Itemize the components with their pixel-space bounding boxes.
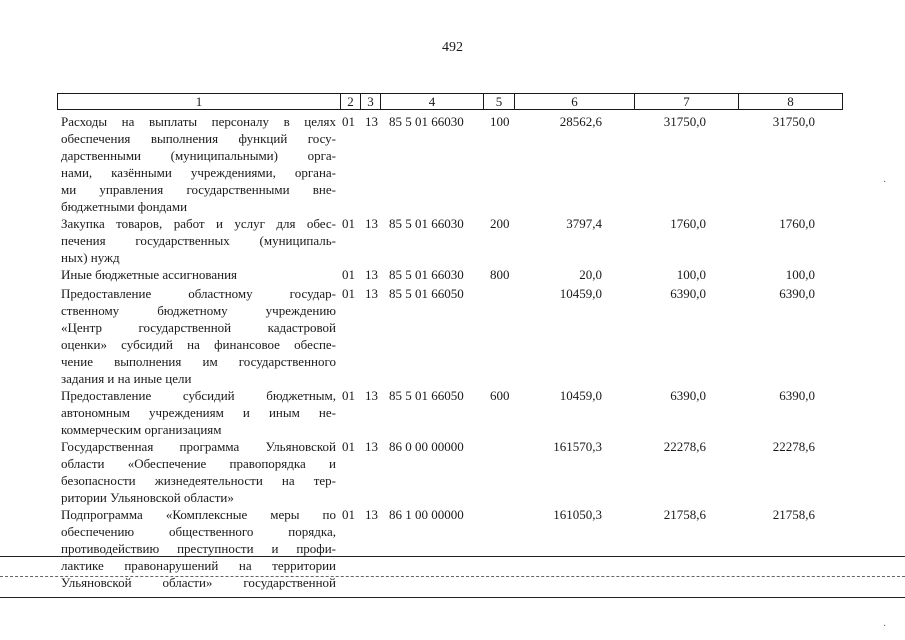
cell-c7: 6390,0 xyxy=(670,286,706,301)
cell-c4: 85 5 01 66030 xyxy=(389,114,464,129)
description-line: Предоставление субсидий бюджетным, xyxy=(61,388,336,403)
row-description xyxy=(61,387,336,438)
header-col-4: 4 xyxy=(381,94,484,109)
fold-line xyxy=(0,556,905,557)
row-description xyxy=(61,215,336,266)
description-line: бюджетными фондами xyxy=(61,199,188,214)
page-number: 492 xyxy=(442,40,463,55)
row-description xyxy=(61,506,336,591)
row-description xyxy=(61,113,336,215)
cell-c8: 6390,0 xyxy=(779,286,815,301)
header-col-8: 8 xyxy=(787,94,794,109)
cell-c5: 200 xyxy=(490,216,510,231)
cell-c2: 01 xyxy=(342,507,355,522)
row-description xyxy=(61,285,336,387)
cell-c5: 800 xyxy=(490,267,510,282)
cell-c2: 01 xyxy=(342,216,355,231)
cell-c6: 28562,6 xyxy=(559,114,602,129)
description-line: оценки» субсидий на финансовое обеспе- xyxy=(61,337,336,352)
description-line: Закупка товаров, работ и услуг для обес- xyxy=(61,216,336,231)
cell-c7: 100,0 xyxy=(676,267,706,282)
description-line: печения государственных (муниципаль- xyxy=(61,233,336,248)
cell-c8: 21758,6 xyxy=(772,507,815,522)
cell-c7: 31750,0 xyxy=(663,114,706,129)
cell-c5: 100 xyxy=(490,114,510,129)
cell-c4: 85 5 01 66050 xyxy=(389,388,464,403)
description-line: автономным учреждениям и иным не- xyxy=(61,405,336,420)
cell-c3: 13 xyxy=(365,507,378,522)
description-line: Государственная программа Ульяновской xyxy=(61,439,336,454)
description-line: Иные бюджетные ассигнования xyxy=(61,267,238,282)
header-col-2: 2 xyxy=(341,94,361,109)
description-line: Подпрограмма «Комплексные меры по xyxy=(61,507,336,522)
cell-c2: 01 xyxy=(342,267,355,282)
row-description xyxy=(61,266,336,283)
description-line: «Центр государственной кадастровой xyxy=(61,320,336,335)
cell-c2: 01 xyxy=(342,286,355,301)
cell-c8: 22278,6 xyxy=(772,439,815,454)
cell-c2: 01 xyxy=(342,439,355,454)
row-description xyxy=(61,438,336,506)
description-line: ритории Ульяновской области» xyxy=(61,490,234,505)
description-line: коммерческим организациям xyxy=(61,422,222,437)
cell-c3: 13 xyxy=(365,286,378,301)
cell-c3: 13 xyxy=(365,439,378,454)
cell-c7: 22278,6 xyxy=(663,439,706,454)
cell-c7: 6390,0 xyxy=(670,388,706,403)
cell-c3: 13 xyxy=(365,114,378,129)
cell-c2: 01 xyxy=(342,114,355,129)
cell-c7: 1760,0 xyxy=(670,216,706,231)
cell-c4: 85 5 01 66050 xyxy=(389,286,464,301)
description-line: ми управления государственными вне- xyxy=(61,182,336,197)
description-line: лактике правонарушений на территории xyxy=(61,558,336,573)
description-line: чение выполнения им государственного xyxy=(61,354,336,369)
description-line: Ульяновской области» государственной xyxy=(61,575,336,590)
cell-c3: 13 xyxy=(365,267,378,282)
scan-mark: · xyxy=(883,177,887,188)
description-line: Предоставление областному государ- xyxy=(61,286,336,301)
description-line: обеспечения выполнения функций госу- xyxy=(61,131,336,146)
cell-c8: 1760,0 xyxy=(779,216,815,231)
description-line: нами, казёнными учреждениями, органа- xyxy=(61,165,336,180)
cell-c2: 01 xyxy=(342,388,355,403)
description-line: дарственными (муниципальными) орга- xyxy=(61,148,336,163)
header-col-3: 3 xyxy=(361,94,381,109)
cell-c6: 161050,3 xyxy=(553,507,602,522)
description-line: ных) нужд xyxy=(61,250,120,265)
cell-c6: 10459,0 xyxy=(559,286,602,301)
cell-c3: 13 xyxy=(365,388,378,403)
description-line: ственному бюджетному учреждению xyxy=(61,303,336,318)
cell-c7: 21758,6 xyxy=(663,507,706,522)
cell-c3: 13 xyxy=(365,216,378,231)
cell-c4: 85 5 01 66030 xyxy=(389,216,464,231)
cell-c6: 3797,4 xyxy=(566,216,602,231)
description-line: противодействию преступности и профи- xyxy=(61,541,336,556)
cell-c8: 6390,0 xyxy=(779,388,815,403)
cell-c6: 161570,3 xyxy=(553,439,602,454)
cell-c8: 31750,0 xyxy=(772,114,815,129)
scan-dash-line xyxy=(0,576,905,577)
header-col-6: 6 xyxy=(515,94,635,109)
cell-c5: 600 xyxy=(490,388,510,403)
cell-c6: 10459,0 xyxy=(559,388,602,403)
header-col-1: 1 xyxy=(58,94,341,109)
description-line: области «Обеспечение правопорядка и xyxy=(61,456,336,471)
cell-c4: 86 1 00 00000 xyxy=(389,507,464,522)
fold-line xyxy=(0,597,905,598)
header-col-5: 5 xyxy=(484,94,515,109)
cell-c4: 86 0 00 00000 xyxy=(389,439,464,454)
description-line: задания и на иные цели xyxy=(61,371,192,386)
scan-mark: · xyxy=(883,621,887,632)
header-col-7: 7 xyxy=(635,94,739,109)
cell-c6: 20,0 xyxy=(579,267,602,282)
description-line: обеспечению общественного порядка, xyxy=(61,524,336,539)
cell-c4: 85 5 01 66030 xyxy=(389,267,464,282)
description-line: безопасности жизнедеятельности на тер- xyxy=(61,473,336,488)
cell-c8: 100,0 xyxy=(785,267,815,282)
description-line: Расходы на выплаты персоналу в целях xyxy=(61,114,336,129)
